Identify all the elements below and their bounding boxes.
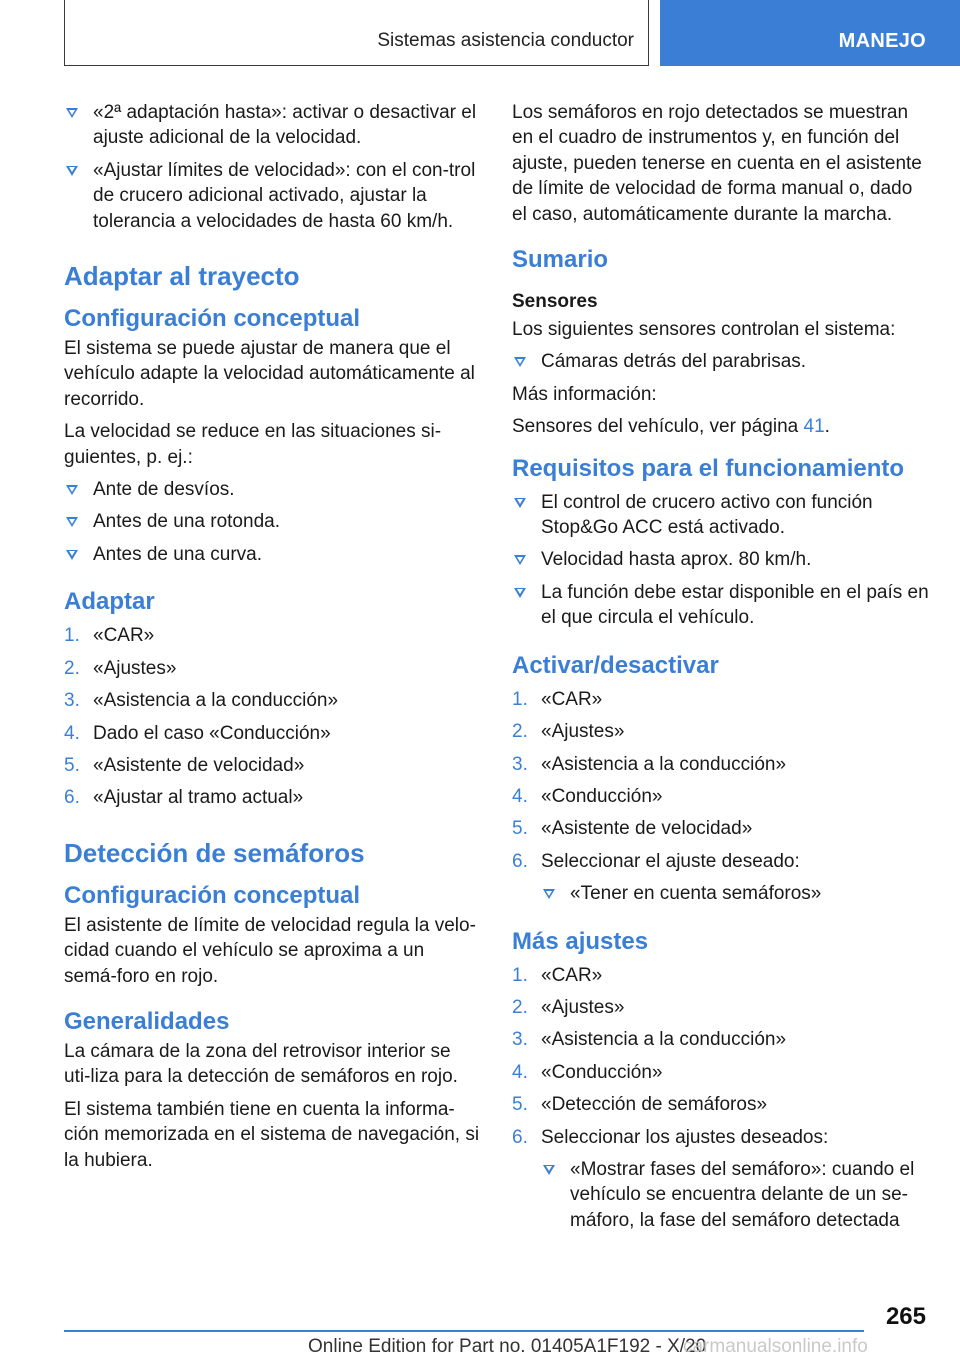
list-item: 2. «Ajustes» — [512, 996, 625, 1018]
page-link[interactable]: 41 — [803, 416, 825, 438]
list-item: «Tener en cuenta semáforos» — [541, 881, 932, 906]
list-item: Cámaras detrás del parabrisas. — [512, 349, 932, 374]
subsection-title-adaptar: Adaptar — [64, 588, 155, 616]
paragraph: Los siguientes sensores controlan el sistema: — [512, 319, 896, 341]
paragraph: La velocidad se reduce en las situaciones si-guientes, p. ej.: — [64, 421, 442, 468]
triangle-bullet-icon — [543, 1165, 555, 1175]
paragraph: El sistema se puede ajustar de manera que el vehículo adapte la velocidad automáticamente al recorrido. — [64, 338, 475, 410]
paragraph: Más información: — [512, 383, 657, 405]
list-item: «2ª adaptación hasta»: activar o desactivar el ajuste adicional de la velocidad. — [64, 100, 480, 151]
list-item: «Ajustar límites de velocidad»: con el con-trol de crucero adicional activado, ajustar la tolerancia a velocidades de hasta 60 km/h. — [64, 158, 480, 234]
triangle-bullet-icon — [514, 498, 526, 508]
list-item: Velocidad hasta aprox. 80 km/h. — [512, 547, 932, 572]
triangle-bullet-icon — [514, 555, 526, 565]
list-item: 5. «Asistente de velocidad» — [512, 818, 753, 840]
list-item: Ante de desvíos. — [64, 477, 480, 502]
list-item: El control de crucero activo con función Stop&Go ACC está activado. — [512, 490, 932, 541]
adaptar-steps-list — [64, 623, 480, 810]
footer-divider — [64, 1330, 864, 1332]
situations-bullet-list — [64, 477, 480, 567]
activar-sub-bullet-list — [541, 881, 932, 906]
page-number: 265 — [885, 1303, 926, 1330]
left-column — [64, 100, 480, 1180]
header-section-title: Sistemas asistencia conductor — [377, 30, 634, 51]
page-reference: Sensores del vehículo, ver página 41. — [512, 416, 830, 438]
list-item: 2. «Ajustes» — [512, 721, 625, 743]
subsection-title-activar: Activar/desactivar — [512, 651, 719, 679]
list-item: 1. «CAR» — [512, 964, 603, 986]
subsection-title-configuracion-semaforos: Configuración conceptual — [64, 881, 361, 909]
list-item: 1. «CAR» — [64, 625, 155, 647]
sensors-bullet-list — [512, 349, 932, 374]
list-item: 3. «Asistencia a la conducción» — [512, 1029, 787, 1051]
list-item: 5. «Detección de semáforos» — [512, 1094, 768, 1116]
list-item: 3. «Asistencia a la conducción» — [512, 753, 787, 775]
subsection-title-requisitos: Requisitos para el funcionamiento — [512, 454, 905, 482]
list-item: «Mostrar fases del semáforo»: cuando el vehículo se encuentra delante de un se-máforo, la fase del semáforo detectada — [541, 1157, 932, 1233]
triangle-bullet-icon — [543, 889, 555, 899]
list-item: 6. «Ajustar al tramo actual» — [64, 787, 304, 809]
triangle-bullet-icon — [514, 588, 526, 598]
list-item: 4. «Conducción» — [512, 1061, 663, 1083]
triangle-bullet-icon — [66, 517, 78, 527]
subsection-title-mas-ajustes: Más ajustes — [512, 927, 649, 955]
chapter-tab-label: MANEJO — [838, 30, 926, 52]
list-item: 5. «Asistente de velocidad» — [64, 754, 305, 776]
triangle-bullet-icon — [66, 550, 78, 560]
footer-watermark: carmanualsonline.info — [683, 1336, 868, 1357]
chapter-tab[interactable] — [660, 0, 960, 66]
paragraph: La cámara de la zona del retrovisor interior se uti-liza para la detección de semáforos en rojo. — [64, 1040, 458, 1088]
footer-edition: Online Edition for Part no. 01405A1F192 - X/20 — [308, 1336, 707, 1357]
list-item: La función debe estar disponible en el país en el que circula el vehículo. — [512, 580, 932, 631]
subsection-title-configuracion: Configuración conceptual — [64, 305, 361, 333]
subsection-title-generalidades: Generalidades — [64, 1007, 230, 1035]
activar-steps-list — [512, 687, 932, 874]
list-item: 6. Seleccionar los ajustes deseados: — [512, 1126, 829, 1148]
paragraph: El asistente de límite de velocidad regula la velo-cidad cuando el vehículo se aproxima a un semá-foro en rojo. — [64, 914, 476, 987]
list-item: Antes de una rotonda. — [64, 509, 480, 534]
triangle-bullet-icon — [66, 485, 78, 495]
running-header — [64, 0, 649, 66]
mas-ajustes-sub-bullet-list — [541, 1157, 932, 1233]
right-column — [512, 100, 932, 1240]
list-item: 6. Seleccionar el ajuste deseado: — [512, 850, 800, 872]
requirements-bullet-list — [512, 490, 932, 631]
triangle-bullet-icon — [66, 108, 78, 118]
paragraph: Los semáforos en rojo detectados se muestran en el cuadro de instrumentos y, en función del ajuste, pueden tenerse en cuenta en el asistente de límite de velocidad de forma manual o, dado el caso, automáticamente durante la marcha. — [512, 102, 922, 225]
heading-sensores: Sensores — [512, 291, 598, 313]
intro-bullet-list — [64, 100, 480, 234]
section-title-adaptar-trayecto: Adaptar al trayecto — [64, 261, 300, 292]
list-item: 4. «Conducción» — [512, 785, 663, 807]
triangle-bullet-icon — [66, 166, 78, 176]
list-item: Antes de una curva. — [64, 542, 480, 567]
list-item: 4. Dado el caso «Conducción» — [64, 722, 331, 744]
section-title-semaforos: Detección de semáforos — [64, 837, 365, 868]
list-item: 1. «CAR» — [512, 688, 603, 710]
paragraph: El sistema también tiene en cuenta la informa-ción memorizada en el sistema de navegación, si la hubiera. — [64, 1098, 480, 1171]
subsection-title-sumario: Sumario — [512, 246, 609, 274]
list-item: 2. «Ajustes» — [64, 657, 177, 679]
mas-ajustes-steps-list — [512, 963, 932, 1150]
list-item: 3. «Asistencia a la conducción» — [64, 690, 339, 712]
triangle-bullet-icon — [514, 357, 526, 367]
